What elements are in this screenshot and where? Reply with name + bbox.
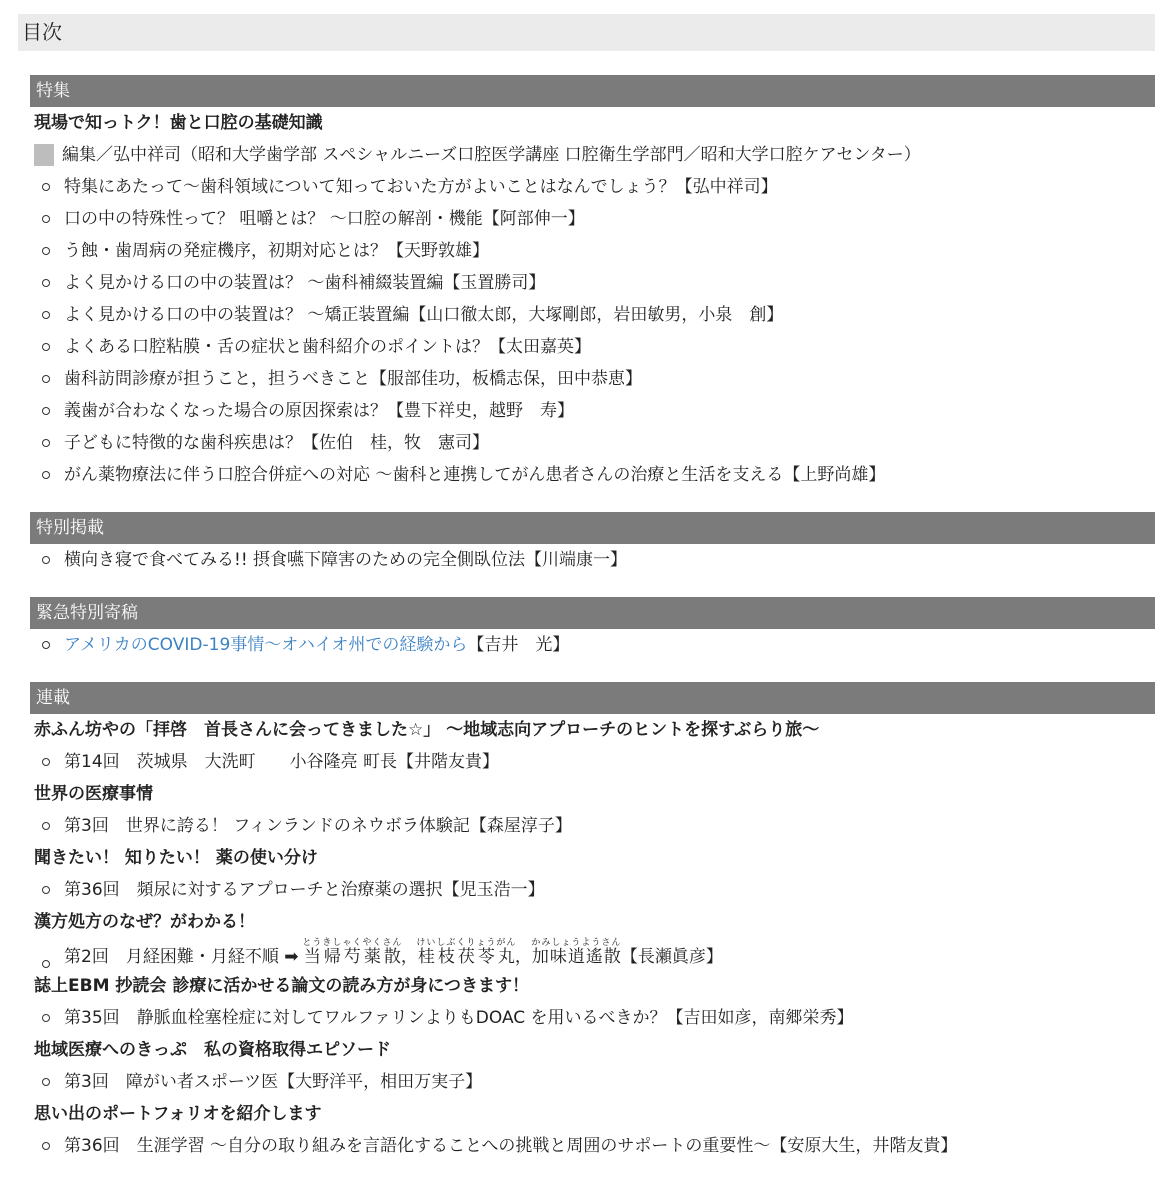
article-author: 【吉井 光】: [467, 635, 570, 655]
list-item: 第2回 月経困難・月経不順 ➡ 当帰芍薬散とうきしゃくやくさん，桂枝茯苓丸けいしぶくりょうがん，加味逍遙散かみしょうようさん【長瀬眞彦】: [30, 938, 1155, 970]
feature-article-list: [30, 171, 1155, 491]
prescription-1: 当帰芍薬散とうきしゃくやくさん: [302, 938, 403, 967]
feature-title: 現場で知っトク！歯と口腔の基礎知識: [34, 113, 323, 133]
list-item: 歯科訪問診療が担うこと，担うべきこと【服部佳功，板橋志保，田中恭恵】: [30, 363, 1155, 395]
section-tokushu: [30, 75, 1155, 491]
prescription-3: 加味逍遙散かみしょうようさん: [531, 938, 622, 967]
section-kinkyu: [30, 597, 1155, 661]
urgent-article-list: [30, 629, 1155, 661]
section-title-kinkyu: 緊急特別寄稿: [30, 597, 1155, 629]
editor-text: 編集／弘中祥司（昭和大学歯学部 スペシャルニーズ口腔医学講座 口腔衛生学部門／昭和大学口腔ケアセンター）: [62, 145, 921, 165]
special-article-list: [30, 544, 1155, 576]
list-item: 義歯が合わなくなった場合の原因探索は？【豊下祥史，越野 寿】: [30, 395, 1155, 427]
list-item: 第3回 世界に誇る！ フィンランドのネウボラ体験記【森屋淳子】: [30, 810, 1155, 842]
series-list: [30, 746, 1155, 778]
series-title: 誌上EBM 抄読会 診療に活かせる論文の読み方が身につきます！: [34, 976, 529, 996]
section-title-tokushu: 特集: [30, 75, 1155, 107]
article-author: 【長瀬眞彦】: [620, 947, 723, 967]
list-item: 第36回 頻尿に対するアプローチと治療薬の選択【児玉浩一】: [30, 874, 1155, 906]
list-item: 第3回 障がい者スポーツ医【大野洋平，相田万実子】: [30, 1066, 1155, 1098]
list-item: よく見かける口の中の装置は？ 〜矯正装置編【山口徹太郎，大塚剛郎，岩田敏男，小泉 創】: [30, 299, 1155, 331]
kampo-prefix: 第2回 月経困難・月経不順 ➡: [64, 947, 304, 967]
list-item: う蝕・歯周病の発症機序，初期対応とは？【天野敦雄】: [30, 235, 1155, 267]
list-item: 第14回 茨城県 大洗町 小谷隆亮 町長【井階友貴】: [30, 746, 1155, 778]
series-list: [30, 1130, 1155, 1162]
series-title: 地域医療へのきっぷ 私の資格取得エピソード: [34, 1040, 391, 1060]
series-title: 聞きたい！ 知りたい！ 薬の使い分け: [34, 848, 318, 868]
editor-marker: [34, 144, 54, 166]
series-title: 思い出のポートフォリオを紹介します: [34, 1104, 322, 1124]
series-title: 世界の医療事情: [34, 784, 153, 804]
list-item: 第36回 生涯学習 〜自分の取り組みを言語化することへの挑戦と周囲のサポートの重要性〜【安原大生，井階友貴】: [30, 1130, 1155, 1162]
toc-heading: 目次: [18, 14, 1155, 51]
list-item: よく見かける口の中の装置は？ 〜歯科補綴装置編【玉置勝司】: [30, 267, 1155, 299]
list-item: 第35回 静脈血栓塞栓症に対してワルファリンよりもDOAC を用いるべきか？【吉田如彦，南郷栄秀】: [30, 1002, 1155, 1034]
section-title-tokubetsu: 特別掲載: [30, 512, 1155, 544]
list-item: よくある口腔粘膜・舌の症状と歯科紹介のポイントは？【太田嘉英】: [30, 331, 1155, 363]
series-list: [30, 810, 1155, 842]
list-item: がん薬物療法に伴う口腔合併症への対応 〜歯科と連携してがん患者さんの治療と生活を支える【上野尚雄】: [30, 459, 1155, 491]
list-item: [30, 629, 1155, 661]
list-item: 子どもに特徴的な歯科疾患は？【佐伯 桂，牧 憲司】: [30, 427, 1155, 459]
series-list: [30, 874, 1155, 906]
toc-content: [30, 75, 1155, 1183]
list-item: 特集にあたって〜歯科領域について知っておいた方がよいことはなんでしょう？【弘中祥司】: [30, 171, 1155, 203]
section-tokubetsu: [30, 512, 1155, 576]
list-item: 口の中の特殊性って？ 咀嚼とは？ 〜口腔の解剖・機能【阿部伸一】: [30, 203, 1155, 235]
covid-article-link[interactable]: アメリカのCOVID-19事情〜オハイオ州での経験から: [64, 635, 468, 655]
section-rensai: [30, 682, 1155, 1162]
series-list: [30, 1002, 1155, 1034]
feature-editor: [30, 139, 1155, 171]
series-title: 漢方処方のなぜ？がわかる！: [34, 912, 255, 932]
prescription-2: 桂枝茯苓丸けいしぶくりょうがん: [416, 938, 517, 967]
series-list: [30, 938, 1155, 970]
list-item: 横向き寝で食べてみる!! 摂食嚥下障害のための完全側臥位法【川端康一】: [30, 544, 1155, 576]
section-title-rensai: 連載: [30, 682, 1155, 714]
series-list: [30, 1066, 1155, 1098]
series-title: 赤ふん坊やの「拝啓 首長さんに会ってきました☆」 〜地域志向アプローチのヒントを探すぶらり旅〜: [34, 720, 820, 740]
